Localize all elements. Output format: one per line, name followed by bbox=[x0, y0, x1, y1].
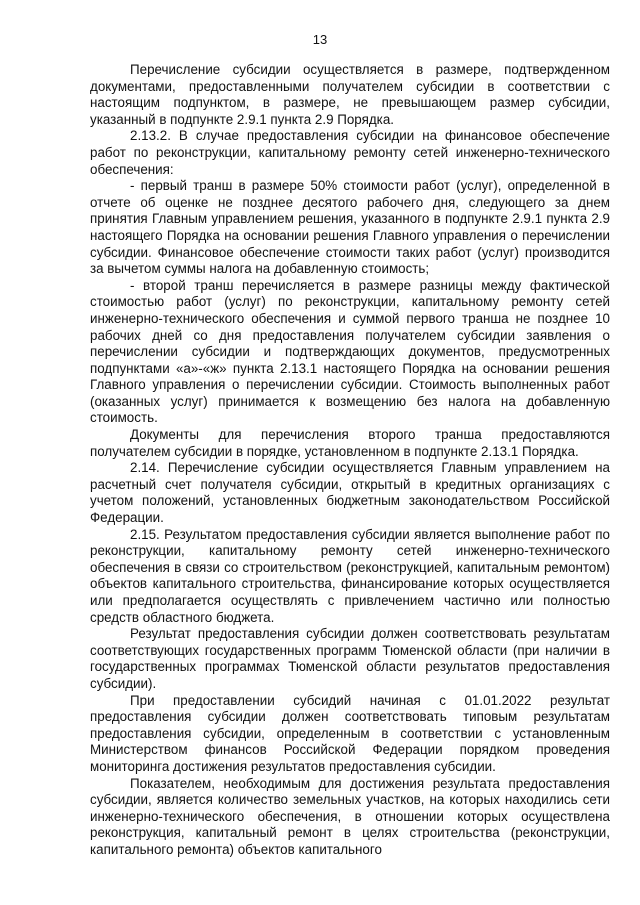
paragraph-second-tranche-documents: Документы для перечисления второго транша предоставляются получателем субсидии в порядке, установленном в подпункте 2.13.1 Порядка. bbox=[90, 427, 610, 459]
paragraph-second-tranche: - второй транш перечисляется в размере разницы между фактической стоимостью работ (услуг) по реконструкции, капитальному ремонту сетей инженерно-технического обеспечения и суммой первого транша не позднее 10 рабочих дней со дня предоставления получателем субсидии заявления о перечислении субсидии и подтверждающих документов, предусмотренных подпунктами «а»-«ж» пункта 2.13.1 настоящего Порядка на основании решения Главного управления о перечислении субсидии. Стоимость выполненных работ (оказанных услуг) принимается к возмещению без налога на добавленную стоимость. bbox=[90, 277, 610, 426]
paragraph-subsidy-transfer-amount: Перечисление субсидии осуществляется в размере, подтвержденном документами, предоставленными получателем субсидии в соответствии с настоящим подпунктом, в размере, не превышающем размер субсидии, указанный в подпункте 2.9.1 пункта 2.9 Порядка. bbox=[90, 62, 610, 127]
paragraph-2-15: 2.15. Результатом предоставления субсидии является выполнение работ по реконструкции, капитальному ремонту сетей инженерно-технического обеспечения в связи со строительством (реконструкцией, капитальным ремонтом) объектов капитального строительства, финансирование которых осуществляется или предполагается осуществлять с привлечением частично или полностью средств областного бюджета. bbox=[90, 526, 610, 625]
paragraph-result-2022: При предоставлении субсидий начиная с 01.01.2022 результат предоставления субсидии должен соответствовать типовым результатам предоставления субсидии, определенным в соответствии с установленным Министерством финансов Российской Федерации порядком проведения мониторинга достижения результатов предоставления субсидии. bbox=[90, 692, 610, 774]
paragraph-result-state-programs: Результат предоставления субсидии должен соответствовать результатам соответствующих государственных программ Тюменской области (при наличии в государственных программах Тюменской области результатов предоставления субсидии). bbox=[90, 626, 610, 691]
page-number: 13 bbox=[312, 32, 328, 47]
paragraph-indicator: Показателем, необходимым для достижения результата предоставления субсидии, является количество земельных участков, на которых находились сети инженерно-технического обеспечения, в отношении которых осуществлена реконструкция, капитальный ремонт в целях строительства (реконструкции, капитального ремонта) объектов капитального bbox=[90, 775, 610, 857]
paragraph-first-tranche: - первый транш в размере 50% стоимости работ (услуг), определенной в отчете об оценке не позднее десятого рабочего дня, следующего за днем принятия Главным управлением решения, указанного в подпункте 2.9.1 пункта 2.9 настоящего Порядка на основании решения Главного управления о перечислении субсидии. Финансовое обеспечение стоимости таких работ (услуг) производится за вычетом суммы налога на добавленную стоимость; bbox=[90, 178, 610, 277]
document-body bbox=[90, 62, 610, 859]
paragraph-2-13-2: 2.13.2. В случае предоставления субсидии на финансовое обеспечение работ по реконструкции, капитальному ремонту сетей инженерно-технического обеспечения: bbox=[90, 128, 610, 177]
paragraph-2-14: 2.14. Перечисление субсидии осуществляется Главным управлением на расчетный счет получателя субсидии, открытый в кредитных организациях с учетом положений, установленных бюджетным законодательством Российской Федерации. bbox=[90, 460, 610, 526]
